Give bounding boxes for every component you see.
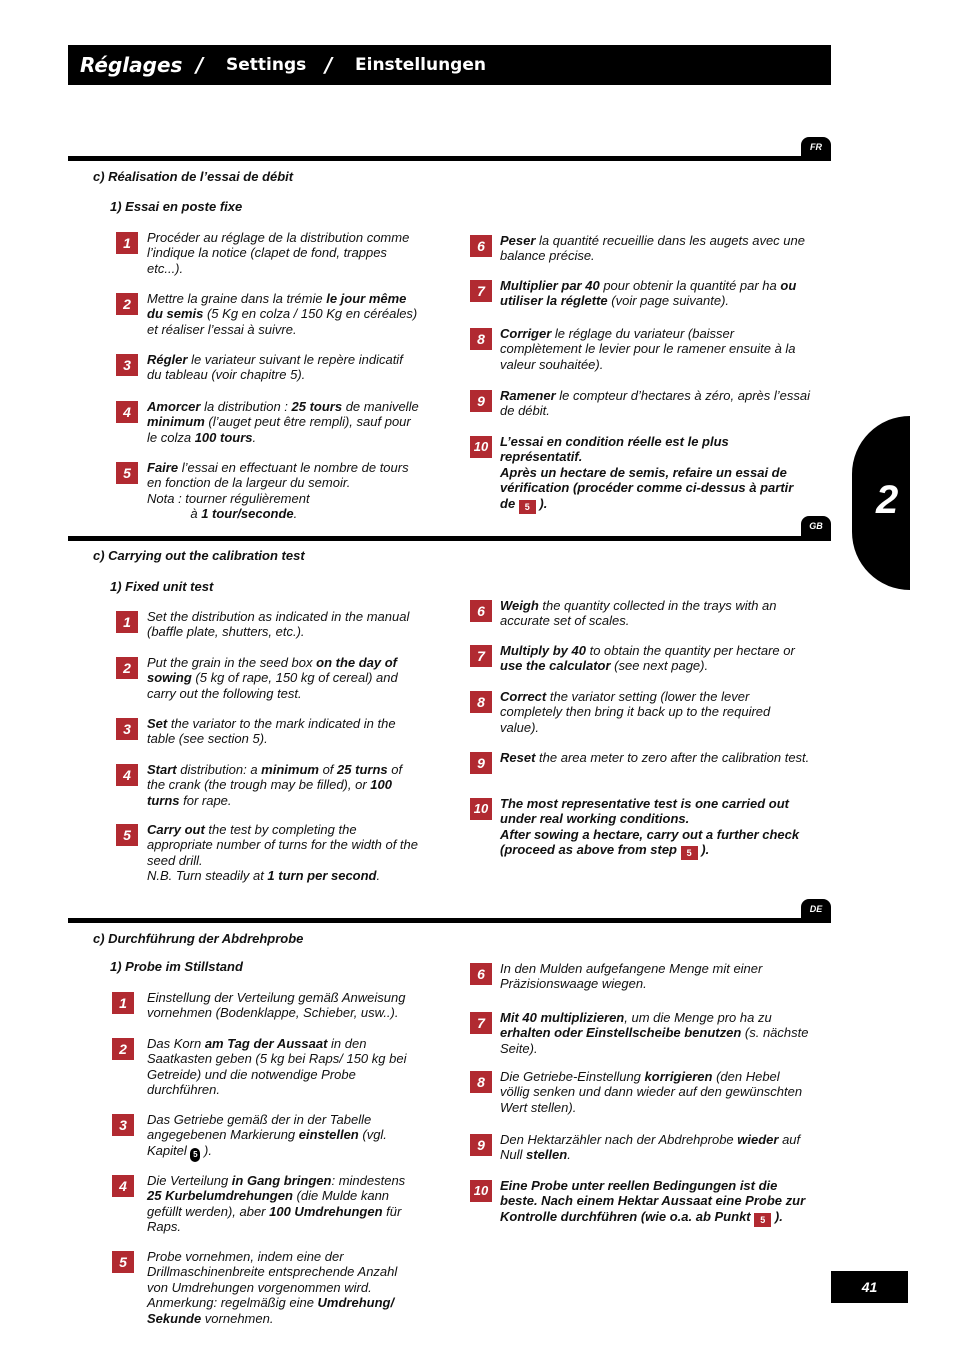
step-text	[500, 750, 810, 765]
emphasis-text: 25 turns	[337, 762, 388, 777]
plain-text: le variateur suivant le repère indicatif du tableau (voir chapitre 5).	[147, 352, 403, 383]
plain-text: Set the distribution as indicated in the manual (baffle plate, shutters, etc.).	[147, 609, 410, 640]
emphasis-text: Corriger	[500, 326, 552, 341]
plain-text: la distribution :	[200, 399, 292, 414]
emphasis-text: einstellen	[298, 1127, 359, 1143]
section-title-gb: c) Carrying out the calibration test	[93, 548, 305, 563]
emphasis-text: 100 turns	[147, 777, 392, 808]
plain-text: pour obtenir la quantité par ha	[599, 278, 781, 293]
step-text	[500, 643, 810, 674]
page-number: 41	[831, 1271, 908, 1303]
emphasis-text: Umdrehung/ Sekunde	[147, 1295, 395, 1326]
emphasis-text: minimum	[147, 414, 205, 430]
step-text	[500, 961, 810, 992]
header-title-fr: Réglages	[80, 53, 183, 77]
plain-text: Probe vornehmen, indem eine der Drillmaschinenbreite entsprechende Anzahl von Umdrehungen vorgenommen wird.	[147, 1249, 398, 1295]
chapter-reference-icon: 5	[190, 1148, 200, 1162]
step-text	[500, 1132, 810, 1163]
step-text	[147, 1112, 419, 1162]
emphasis-text: le jour même du semis	[147, 291, 407, 322]
subsection-title-fr: 1) Essai en poste fixe	[110, 199, 243, 214]
step-text	[147, 990, 419, 1021]
plain-text: (l’auget peut être rempli), sauf pour le colza	[147, 414, 411, 445]
step-text	[147, 655, 419, 701]
plain-text: (die Mulde kann gefüllt werden), aber	[147, 1188, 390, 1219]
plain-text: (5 kg of rape, 150 kg of cereal) and carry out the following test.	[147, 670, 398, 701]
emphasis-text: Start	[147, 762, 177, 777]
step-number-badge: 7	[470, 645, 492, 667]
emphasis-text: on the day of sowing	[147, 655, 398, 686]
step-number-badge: 2	[116, 657, 138, 679]
plain-text: the quantity collected in the trays with an accurate set of scales.	[500, 598, 777, 629]
plain-text: , um die Menge pro ha zu	[624, 1010, 772, 1025]
step-text	[500, 233, 810, 264]
section-title-de: c) Durchführung der Abdrehprobe	[93, 931, 304, 946]
step-text	[147, 822, 419, 884]
plain-text: (see next page).	[610, 658, 709, 674]
step-number-badge: 7	[470, 280, 492, 302]
step-text	[500, 388, 810, 419]
emphasis-text: Après un hectare de semis, refaire un essai de vérification (procéder comme ci-dessus à partir de	[500, 464, 794, 511]
step-text	[500, 1178, 810, 1227]
emphasis-text: Faire	[147, 460, 179, 475]
emphasis-text: L’essai en condition réelle est le plus représentatif.	[500, 434, 729, 465]
plain-text: to obtain the quantity per hectare or	[585, 643, 795, 658]
emphasis-text: Mit 40 multiplizieren	[500, 1010, 625, 1025]
step-number-badge: 3	[116, 718, 138, 740]
step-number-badge: 2	[112, 1038, 134, 1060]
step-text	[147, 1036, 419, 1098]
emphasis-text: Correct	[500, 689, 547, 704]
plain-text: (s. nächste Seite).	[500, 1025, 809, 1056]
step-text	[147, 609, 419, 640]
plain-text: le réglage du variateur (baisser complètement le levier pour le ramener ensuite à la valeur souhaitée).	[500, 326, 796, 372]
plain-text: in den Saatkasten geben (5 kg bei Raps/ 150 kg bei Getreide) und die notwendige Probe durchführen.	[147, 1036, 407, 1098]
step-number-badge: 10	[470, 798, 492, 820]
emphasis-text: After sowing a hectare, carry out a further check (proceed as above from step	[500, 826, 800, 858]
emphasis-text: 100 tours	[194, 429, 253, 445]
step-text	[147, 1249, 419, 1326]
step-text	[147, 291, 419, 337]
emphasis-text: Amorcer	[147, 399, 201, 414]
step-number-badge: 9	[470, 752, 492, 774]
emphasis-text: Set	[147, 716, 168, 731]
section-title-fr: c) Réalisation de l’essai de débit	[93, 169, 294, 184]
plain-text: In den Mulden aufgefangene Menge mit einer Präzisionswaage wiegen.	[500, 961, 763, 992]
section-rule	[68, 156, 831, 161]
step-reference-box: 5	[519, 500, 536, 514]
plain-text: l’essai en effectuant le nombre de tours en fonction de la largeur du semoir.	[147, 460, 409, 491]
step-number-badge: 4	[112, 1175, 134, 1197]
plain-text: .	[252, 429, 257, 445]
plain-text: Einstellung der Verteilung gemäß Anweisung vornehmen (Bodenklappe, Schieber, usw..).	[147, 990, 406, 1021]
step-number-badge: 5	[116, 824, 138, 846]
step-text	[500, 278, 810, 309]
plain-text: for rape.	[179, 792, 232, 808]
plain-text: Put the grain in the seed box	[147, 655, 317, 670]
emphasis-text: 25 tours	[291, 399, 343, 414]
emphasis-text: stellen	[526, 1147, 568, 1163]
plain-text: of the crank (the trough may be filled), or	[147, 762, 403, 793]
step-text	[500, 326, 810, 372]
step-text	[147, 230, 419, 276]
plain-text: la quantité recueillie dans les augets avec une balance précise.	[500, 233, 805, 264]
step-text	[500, 796, 810, 860]
step-number-badge: 6	[470, 963, 492, 985]
step-number-badge: 6	[470, 235, 492, 257]
emphasis-text: Régler	[147, 352, 188, 367]
language-tag-fr: FR	[801, 137, 831, 157]
plain-text: de manivelle	[342, 399, 419, 414]
step-number-badge: 8	[470, 1071, 492, 1093]
plain-text: the variator to the mark indicated in the table (see section 5).	[147, 716, 396, 747]
emphasis-text: Multiply by 40	[500, 643, 586, 658]
step-number-badge: 5	[112, 1251, 134, 1273]
emphasis-text: Peser	[500, 233, 536, 248]
emphasis-text: 100 Umdrehungen	[269, 1203, 383, 1219]
emphasis-text: minimum	[261, 762, 319, 777]
step-number-badge: 1	[116, 232, 138, 254]
plain-text: Die Verteilung	[147, 1173, 232, 1188]
plain-text: Das Korn	[147, 1036, 205, 1051]
emphasis-text: ou utiliser la réglette	[500, 278, 797, 309]
emphasis-text: The most representative test is one carried out under real working conditions.	[500, 796, 789, 827]
plain-text: (5 Kg en colza / 150 Kg en céréales) et réaliser l’essai à suivre.	[147, 306, 418, 337]
step-text	[147, 716, 419, 747]
section-rule	[68, 918, 831, 923]
emphasis-text: Ramener	[500, 388, 556, 403]
step-reference-box: 5	[754, 1213, 771, 1227]
step-number-badge: 4	[116, 401, 138, 423]
plain-text: (voir page suivante).	[607, 293, 730, 309]
header-title-de: Einstellungen	[355, 55, 486, 75]
emphasis-text: ).	[771, 1208, 783, 1224]
step-number-badge: 8	[470, 691, 492, 713]
step-text	[500, 1069, 810, 1115]
step-number-badge: 4	[116, 764, 138, 786]
step-number-badge: 10	[470, 1180, 492, 1202]
emphasis-text: 1 tour/seconde	[201, 506, 294, 522]
language-tag-gb: GB	[801, 516, 831, 536]
step-text	[500, 689, 810, 735]
subsection-title-de: 1) Probe im Stillstand	[110, 959, 243, 974]
step-number-badge: 1	[112, 992, 134, 1014]
emphasis-text: use the calculator	[500, 658, 611, 674]
plain-text: (den Hebel völlig senken und dann wieder auf den gewünschten Wert stellen).	[500, 1069, 803, 1115]
plain-text: Das Getriebe gemäß der in der Tabelle angegebenen Markierung	[147, 1112, 372, 1143]
plain-text: à	[147, 506, 202, 522]
plain-text: le compteur d’hectares à zéro, après l’essai de débit.	[500, 388, 810, 419]
plain-text: Den Hektarzähler nach der Abdrehprobe	[500, 1132, 738, 1147]
step-text	[147, 399, 419, 445]
plain-text: .	[567, 1147, 571, 1163]
plain-text: the variator setting (lower the lever completely then bring it back up to the required value).	[500, 689, 771, 735]
chapter-tab	[852, 416, 910, 590]
step-number-badge: 5	[116, 462, 138, 484]
emphasis-text: Multiplier par 40	[500, 278, 600, 293]
step-text	[147, 352, 419, 383]
plain-text: Mettre la graine dans la trémie	[147, 291, 327, 306]
step-reference-box: 5	[681, 846, 698, 860]
plain-text: für Raps.	[147, 1203, 402, 1235]
plain-text: .	[293, 506, 298, 522]
plain-text: : mindestens	[331, 1173, 406, 1188]
step-number-badge: 3	[112, 1114, 134, 1136]
plain-text: the area meter to zero after the calibration test.	[535, 750, 810, 765]
header-bar	[68, 45, 831, 85]
emphasis-text: ).	[697, 842, 710, 858]
plain-text: ).	[200, 1142, 212, 1158]
step-number-badge: 9	[470, 1134, 492, 1156]
plain-text: N.B. Turn steadily at	[147, 868, 268, 884]
emphasis-text: Reset	[500, 750, 536, 765]
emphasis-text: am Tag der Aussaat	[204, 1036, 328, 1051]
emphasis-text: Carry out	[147, 822, 205, 837]
plain-text: of	[318, 762, 338, 777]
step-number-badge: 7	[470, 1012, 492, 1034]
chapter-number: 2	[876, 478, 899, 522]
header-separator: /	[325, 53, 333, 77]
step-number-badge: 3	[116, 354, 138, 376]
emphasis-text: Weigh	[500, 598, 539, 613]
step-text	[147, 1173, 419, 1235]
emphasis-text: wieder	[737, 1132, 779, 1147]
step-number-badge: 6	[470, 600, 492, 622]
emphasis-text: 25 Kurbelumdrehungen	[147, 1188, 293, 1204]
plain-text: .	[376, 868, 381, 884]
emphasis-text: korrigieren	[644, 1069, 713, 1084]
step-number-badge: 9	[470, 390, 492, 412]
plain-text: vornehmen.	[201, 1310, 274, 1326]
subsection-title-gb: 1) Fixed unit test	[110, 579, 214, 594]
emphasis-text: Eine Probe unter reellen Bedingungen ist die beste. Nach einem Hektar Aussaat eine Probe zur Kontrolle durchführen (wie o.a. ab Punkt	[500, 1178, 806, 1224]
step-number-badge: 2	[116, 293, 138, 315]
plain-text: Anmerkung: regelmäßig eine	[147, 1295, 318, 1311]
step-text	[147, 762, 419, 808]
plain-text: Nota : tourner régulièrement	[147, 490, 310, 506]
step-text	[500, 434, 810, 514]
plain-text: (vgl. Kapitel	[147, 1127, 387, 1158]
step-text	[147, 460, 419, 522]
step-number-badge: 1	[116, 611, 138, 633]
plain-text: Die Getriebe-Einstellung	[500, 1069, 645, 1084]
emphasis-text: erhalten oder Einstellscheibe benutzen	[500, 1025, 742, 1041]
header-separator: /	[196, 53, 204, 77]
plain-text: distribution: a	[176, 762, 262, 777]
step-text	[500, 1010, 810, 1056]
plain-text: auf Null	[500, 1132, 801, 1163]
plain-text: Procéder au réglage de la distribution comme l’indique la notice (clapet de fond, trappes etc...).	[147, 230, 410, 276]
plain-text: the test by completing the appropriate number of turns for the width of the seed drill.	[147, 822, 418, 868]
emphasis-text: ).	[535, 495, 548, 511]
step-number-badge: 10	[470, 436, 492, 458]
header-title-gb: Settings	[226, 55, 307, 75]
section-rule	[68, 536, 831, 541]
language-tag-de: DE	[801, 899, 831, 919]
emphasis-text: 1 turn per second	[267, 868, 377, 884]
step-number-badge: 8	[470, 328, 492, 350]
step-text	[500, 598, 810, 629]
emphasis-text: in Gang bringen	[231, 1173, 332, 1188]
